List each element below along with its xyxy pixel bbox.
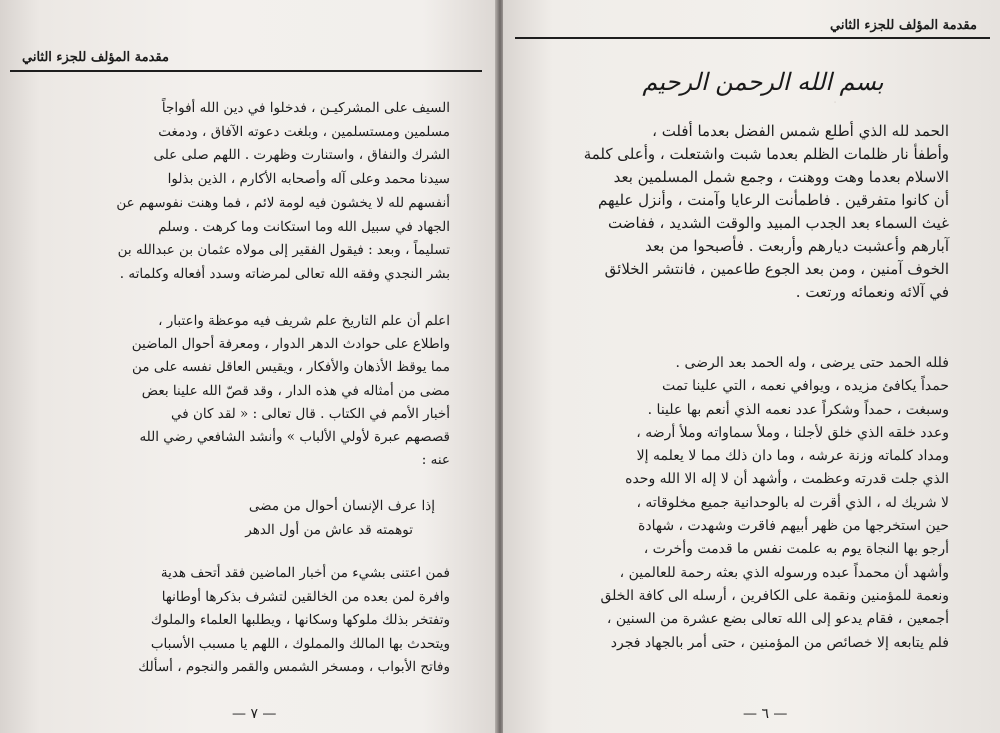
text-line: الذي جلت قدرته وعظمت ، وأشهد أن لا إله الا الله وحده — [625, 471, 949, 488]
text-line: سيدنا محمد وعلى آله وأصحابه الأكارم ، الذين بذلوا — [167, 171, 450, 188]
poem-verse — [185, 494, 435, 542]
text-line: أنفسهم لله لا يخشون فيه لومة لائم ، فما وهنت نفوسهم عن — [116, 194, 450, 211]
text-line: واطلاع على حوادث الدهر الدوار ، ومعرفة أحوال الماضين — [131, 336, 450, 353]
verse-line: إذا عرف الإنسان أحوال من مضى — [248, 498, 435, 514]
left-paragraph-3 — [138, 562, 450, 680]
right-paragraph-1 — [547, 120, 949, 304]
text-line: مما يوقظ الأذهان والأفكار ، ويقيس العاقل نفسه على من — [132, 359, 450, 376]
right-page-header: مقدمة المؤلف للجزء الثاني — [830, 18, 977, 33]
left-paragraph-2 — [131, 310, 450, 472]
basmala-calligraphy: بسم الله الرحمن الرحيم — [642, 68, 884, 96]
show-through-text: . — [833, 92, 838, 107]
text-line: الحمد لله الذي أطلع شمس الفضل بعدما أفلت ، — [652, 122, 949, 140]
text-line: غيث السماء بعد الجدب المبيد والوقت الشديد ، ففاضت — [607, 214, 949, 232]
text-line: وأشهد أن محمداً عبده ورسوله الذي بعثه رحمة للعالمين ، — [619, 564, 949, 581]
text-line: في آلائه ونعمائه ورتعت . — [795, 283, 949, 301]
verse-line: توهمته قد عاش من أول الدهر — [245, 522, 413, 538]
left-paragraph-1 — [116, 97, 450, 287]
text-line: الخوف آمنين ، ومن بعد الجوع طاعمين ، فانتشر الخلائق — [604, 260, 949, 278]
text-line: حمداً يكافئ مزيده ، ويوافي نعمه ، التي علينا تمت — [661, 378, 949, 395]
page-number: — ٧ — — [232, 706, 277, 722]
text-line: مسلمين ومستسلمين ، وبلغت دعوته الآفاق ، ودمغت — [158, 123, 450, 140]
text-line: وسبغت ، حمداً وشكراً عدد نعمه الذي أنعم بها علينا . — [647, 401, 949, 418]
text-line: حين استخرجها من ظهر أبيهم فاقرت وشهدت ، شهادة — [638, 518, 949, 535]
text-line: وتفتخر بذلك ملوكها وسكانها ، ويطلبها العلماء والملوك — [150, 612, 450, 628]
text-line: فلله الحمد حتى يرضى ، وله الحمد بعد الرضى . — [675, 355, 949, 371]
text-line: قصصهم عبرة لأولي الألباب » وأنشد الشافعي رضي الله — [139, 429, 450, 446]
left-header-rule — [10, 70, 482, 72]
text-line: بشر النجدي وفقه الله تعالى لمرضاته وسدد أفعاله وكلماته . — [119, 265, 450, 282]
text-line: الشرك والنفاق ، واستنارت وظهرت . اللهم صلى على — [153, 147, 450, 164]
text-line: فمن اعتنى بشيء من أخبار الماضين فقد أتحف هدية — [160, 565, 450, 581]
text-line: ويتحدث بها المالك والمملوك ، اللهم يا مسبب الأسباب — [150, 635, 450, 652]
left-page-header: مقدمة المؤلف للجزء الثاني — [22, 50, 169, 65]
text-line: ومداد كلماته وزنة عرشه ، وما دان ذلك مما لا يعلمه إلا — [636, 448, 949, 465]
text-line: أخبار الأمم في الكتاب . قال تعالى : « لقد كان في — [170, 405, 450, 422]
text-line: الاسلام بعدما وهت ووهنت ، وجمع شمل المسلمين بعد — [613, 168, 949, 186]
left-page — [0, 0, 497, 733]
text-line: اعلم أن علم التاريخ علم شريف فيه موعظة واعتبار ، — [158, 313, 450, 329]
text-line: أن كانوا متفرقين . فاطمأنت الرعايا وآمنت ، وأنزل عليهم — [598, 191, 949, 209]
text-line: وعدد خلقه الذي خلق لأجلنا ، وملأ سماواته وملأ أرضه ، — [636, 424, 949, 441]
text-line: وأطفأ نار ظلمات الظلم بعدما شبت واشتعلت ، وأعلى كلمة — [583, 145, 949, 163]
text-line: فلم يتابعه إلا خصائص من المؤمنين ، حتى أمر بالجهاد فجرد — [610, 634, 949, 651]
text-line: أرجو بها النجاة يوم به علمت نفس ما قدمت وأخرت ، — [643, 541, 949, 558]
text-line: أجمعين ، فقام يدعو إلى الله تعالى بضع عشرة من السنين ، — [606, 611, 949, 628]
text-line: وفاتح الأبواب ، ومسخر الشمس والقمر والنجوم ، أسألك — [138, 659, 450, 675]
text-line: الجهاد في سبيل الله وما استكانت وما كرهت . وسلم — [158, 218, 450, 235]
right-paragraph-2 — [547, 352, 949, 655]
text-line: آبارهم وأعشبت ديارهم وأربعت . فأصبحوا من بعد — [645, 237, 949, 255]
text-line: تسليماً ، وبعد : فيقول الفقير إلى مولاه عثمان بن عبدالله بن — [117, 242, 450, 259]
text-line: لا شريك له ، الذي أقرت له بالوحدانية جميع مخلوقاته ، — [636, 494, 949, 511]
page-number: — ٦ — — [743, 706, 788, 722]
text-line: مضى من أمثاله في هذه الدار ، وقد قصّ الله علينا بعض — [141, 382, 450, 399]
text-line: السيف على المشركيـن ، فدخلوا في دين الله أفواجاً — [161, 100, 450, 116]
text-line: وافرة لمن بعده من الخالقين لتشرف بذكرها أوطانها — [161, 588, 450, 605]
text-line: ونعمة للمؤمنين ونقمة على الكافرين ، أرسله الى كافة الخلق — [600, 587, 949, 604]
text-line: عنه : — [421, 452, 450, 469]
right-header-rule — [515, 37, 990, 39]
